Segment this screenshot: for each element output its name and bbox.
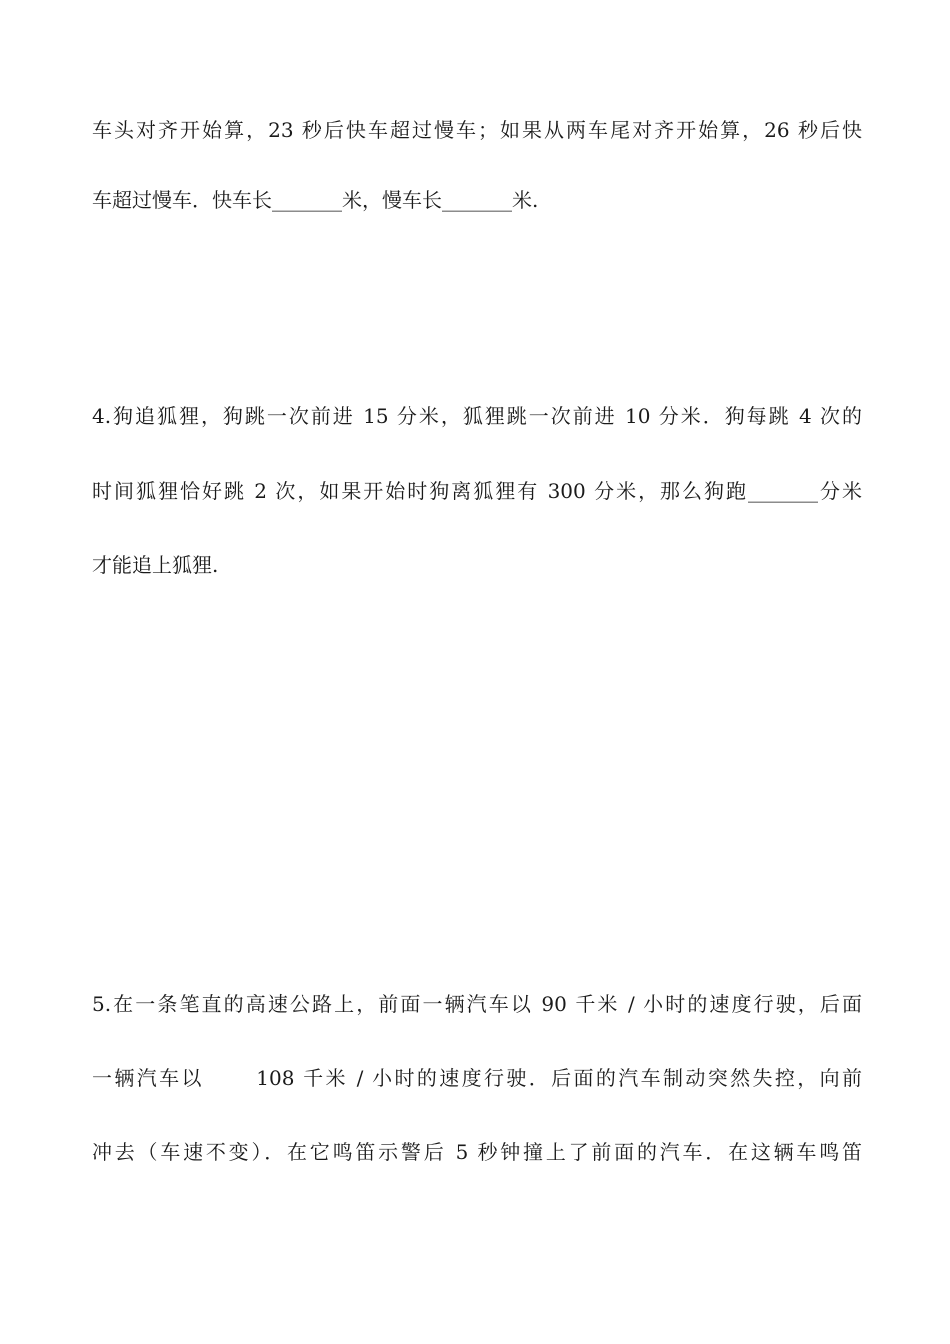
problem-4-line-2: 时间狐狸恰好跳 2 次，如果开始时狗离狐狸有 300 分米，那么狗跑_______分米 (92, 479, 862, 503)
problem-5-line-1: 5.在一条笔直的高速公路上，前面一辆汽车以 90 千米 / 小时的速度行驶，后面 (92, 992, 862, 1016)
problem-3-line-2: 车超过慢车．快车长_______米，慢车长_______米. (92, 188, 539, 212)
problem-3-line-1: 车头对齐开始算，23 秒后快车超过慢车；如果从两车尾对齐开始算，26 秒后快 (92, 118, 862, 142)
problem-4-line-1: 4.狗追狐狸，狗跳一次前进 15 分米，狐狸跳一次前进 10 分米．狗每跳 4 次的 (92, 404, 862, 428)
problem-4-line-3: 才能追上狐狸. (92, 553, 219, 577)
problem-5-line-2: 一辆汽车以 108 千米 / 小时的速度行驶．后面的汽车制动突然失控，向前 (92, 1066, 862, 1090)
problem-5-line-3: 冲去（车速不变）．在它鸣笛示警后 5 秒钟撞上了前面的汽车．在这辆车鸣笛 (92, 1140, 862, 1164)
